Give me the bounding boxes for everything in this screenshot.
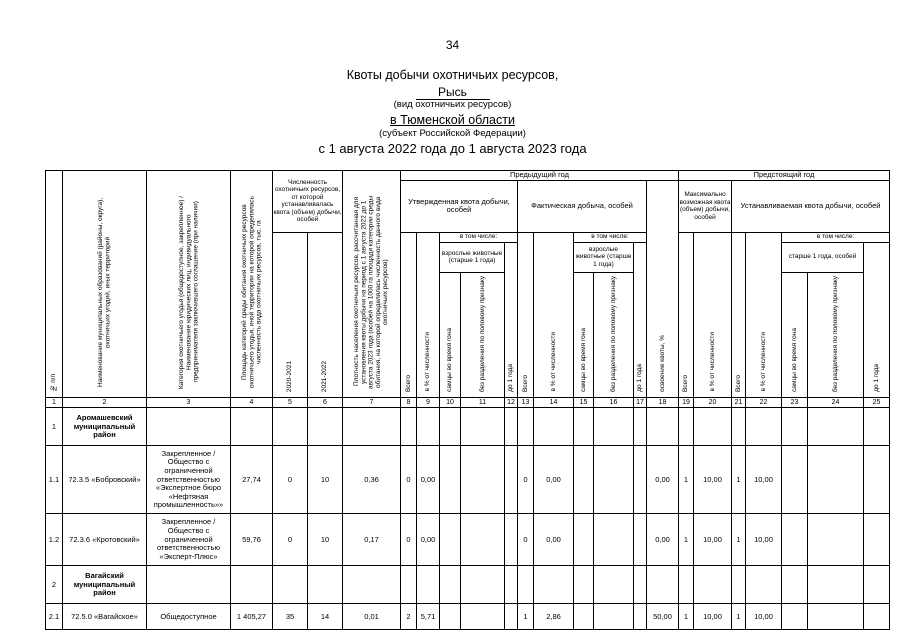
table-cell bbox=[574, 514, 594, 566]
table-cell bbox=[231, 408, 273, 446]
column-number: 16 bbox=[594, 398, 634, 408]
table-cell bbox=[574, 566, 594, 604]
table-cell bbox=[594, 604, 634, 630]
table-cell: 1 bbox=[732, 514, 746, 566]
header-col-category: Категория охотничьего угодья (общедоступное, закрепленное) / Наименование юридических лиц, индивидуального предпринимателя заключившего соглашение (при наличии) bbox=[147, 171, 231, 398]
table-cell bbox=[808, 604, 864, 630]
page-number: 34 bbox=[445, 38, 460, 52]
header-actual-incl: в том числе: bbox=[574, 232, 647, 242]
table-cell bbox=[505, 566, 518, 604]
column-number-row bbox=[46, 398, 890, 408]
table-cell bbox=[694, 566, 732, 604]
table-cell bbox=[732, 566, 746, 604]
table-cell: 10,00 bbox=[746, 514, 782, 566]
table-cell bbox=[634, 604, 647, 630]
table-cell: 0 bbox=[401, 514, 417, 566]
table-cell bbox=[746, 566, 782, 604]
table-cell bbox=[574, 446, 594, 514]
table-cell: 1 bbox=[679, 446, 694, 514]
header-set-males: самцы во время гона bbox=[782, 272, 808, 398]
table-cell bbox=[273, 566, 308, 604]
column-number: 1 bbox=[46, 398, 63, 408]
table-cell: 2.1 bbox=[46, 604, 63, 630]
table-cell: 27,74 bbox=[231, 446, 273, 514]
header-col-name: Наименование муниципальных образований (районы, округа), охотничьих угодий, иных территорий bbox=[63, 171, 147, 398]
table-cell: 72.3.5 «Бобровский» bbox=[63, 446, 147, 514]
table-cell: 1 bbox=[732, 604, 746, 630]
table-cell bbox=[746, 408, 782, 446]
table-cell bbox=[864, 514, 890, 566]
table-cell: 1.1 bbox=[46, 446, 63, 514]
header-approved-nosex: без разделения по половому признаку bbox=[461, 272, 505, 398]
table-cell bbox=[440, 408, 461, 446]
table-cell: 0 bbox=[518, 514, 534, 566]
table-cell bbox=[808, 408, 864, 446]
header-approved-incl: в том числе: bbox=[440, 232, 518, 242]
table-cell: 10,00 bbox=[694, 446, 732, 514]
table-cell: 0,00 bbox=[647, 446, 679, 514]
table-cell: 10,00 bbox=[694, 604, 732, 630]
table-cell: 50,00 bbox=[647, 604, 679, 630]
table-cell bbox=[694, 408, 732, 446]
column-number: 12 bbox=[505, 398, 518, 408]
table-cell bbox=[505, 604, 518, 630]
table-cell bbox=[634, 514, 647, 566]
species-line bbox=[0, 85, 905, 100]
column-number: 13 bbox=[518, 398, 534, 408]
table-cell bbox=[782, 514, 808, 566]
header-col-no: № п/п bbox=[46, 171, 63, 398]
column-number: 19 bbox=[679, 398, 694, 408]
table-cell bbox=[732, 408, 746, 446]
header-count-group: Численность охотничьих ресурсов, от которой устанавливалась квота (объем) добычи, особей bbox=[273, 171, 343, 233]
table-cell: Вагайский муниципальный район bbox=[63, 566, 147, 604]
document-title: Квоты добычи охотничьих ресурсов, bbox=[346, 68, 559, 82]
column-number: 21 bbox=[732, 398, 746, 408]
table-cell bbox=[518, 408, 534, 446]
table-cell: 0,00 bbox=[417, 446, 440, 514]
table-cell bbox=[679, 408, 694, 446]
species-caption: (вид охотничьих ресурсов) bbox=[393, 99, 512, 110]
table-cell: 10 bbox=[308, 446, 343, 514]
table-cell: 0,00 bbox=[417, 514, 440, 566]
table-cell bbox=[440, 566, 461, 604]
table-cell: 1 bbox=[732, 446, 746, 514]
table-cell bbox=[647, 566, 679, 604]
header-set-nosex: без разделения по половому признаку bbox=[808, 272, 864, 398]
column-number: 5 bbox=[273, 398, 308, 408]
table-cell: 2 bbox=[46, 566, 63, 604]
table-cell: 10 bbox=[308, 514, 343, 566]
table-cell: 1 bbox=[679, 514, 694, 566]
table-cell: 1 bbox=[518, 604, 534, 630]
column-number: 2 bbox=[63, 398, 147, 408]
column-number: 25 bbox=[864, 398, 890, 408]
header-prev-year: Предыдущий год bbox=[401, 171, 679, 181]
table-cell bbox=[679, 566, 694, 604]
column-number: 14 bbox=[534, 398, 574, 408]
table-cell bbox=[518, 566, 534, 604]
table-cell bbox=[782, 604, 808, 630]
table-cell: 72.3.6 «Кротовский» bbox=[63, 514, 147, 566]
column-number: 3 bbox=[147, 398, 231, 408]
table-cell bbox=[864, 446, 890, 514]
header-set-older1: старше 1 года, особей bbox=[782, 242, 864, 272]
header-actual-nosex: без разделения по половому признаку bbox=[594, 272, 634, 398]
table-cell: 72.5.0 «Вагайское» bbox=[63, 604, 147, 630]
column-number: 6 bbox=[308, 398, 343, 408]
region-name: в Тюменской области bbox=[390, 113, 515, 127]
column-number: 10 bbox=[440, 398, 461, 408]
header-max-pct: в % от численности bbox=[694, 232, 732, 398]
quota-table bbox=[45, 170, 890, 630]
table-cell bbox=[534, 566, 574, 604]
header-count-y2: 2021-2022 bbox=[308, 232, 343, 398]
table-cell bbox=[461, 604, 505, 630]
period-line: с 1 августа 2022 года до 1 августа 2023 года bbox=[318, 141, 587, 156]
table-cell bbox=[343, 566, 401, 604]
table-cell bbox=[808, 514, 864, 566]
table-cell: Аромашевский муниципальный район bbox=[63, 408, 147, 446]
column-number: 4 bbox=[231, 398, 273, 408]
table-cell: 0 bbox=[273, 446, 308, 514]
table-cell: 35 bbox=[273, 604, 308, 630]
header-approved-adults: взрослые животные (старше 1 года) bbox=[440, 242, 505, 272]
district-row bbox=[46, 408, 890, 446]
table-row bbox=[46, 514, 890, 566]
table-cell bbox=[808, 566, 864, 604]
table-cell: 0 bbox=[273, 514, 308, 566]
header-approved-total: Всего bbox=[401, 232, 417, 398]
table-cell bbox=[594, 408, 634, 446]
header-set-quota: Устанавливаемая квота добычи, особей bbox=[732, 180, 890, 232]
table-row bbox=[46, 446, 890, 514]
header-approved-males: самцы во время гона bbox=[440, 272, 461, 398]
table-cell: 1 bbox=[46, 408, 63, 446]
header-actual-under1: до 1 года bbox=[634, 242, 647, 398]
table-cell bbox=[440, 514, 461, 566]
table-cell: 0,36 bbox=[343, 446, 401, 514]
table-row bbox=[46, 604, 890, 630]
table-cell bbox=[461, 408, 505, 446]
table-cell: 2,86 bbox=[534, 604, 574, 630]
table-cell bbox=[594, 566, 634, 604]
table-cell: 0,00 bbox=[534, 514, 574, 566]
table-cell: 0 bbox=[518, 446, 534, 514]
table-cell bbox=[343, 408, 401, 446]
table-cell: 14 bbox=[308, 604, 343, 630]
table-cell bbox=[634, 446, 647, 514]
header-col-density: Плотность населения охотничьих ресурсов, рассчитанная для установления квоты добычи на период с 1 августа 2022 до 1 августа 2023 года (особей на 1000 га площади категории среды обитания, на которой определялась численность данного вида охотничьих ресурсов) bbox=[343, 171, 401, 398]
column-number: 8 bbox=[401, 398, 417, 408]
table-cell bbox=[864, 408, 890, 446]
table-cell bbox=[401, 408, 417, 446]
table-cell bbox=[147, 566, 231, 604]
table-cell: 0,17 bbox=[343, 514, 401, 566]
header-approved-under1: до 1 года bbox=[505, 242, 518, 398]
table-cell: Закрепленное / Общество с ограниченной ответственностью «Эксперт-Плюс» bbox=[147, 514, 231, 566]
header-actual-harvest: Фактическая добыча, особей bbox=[518, 180, 647, 232]
table-cell: 59,76 bbox=[231, 514, 273, 566]
table-cell: 0,00 bbox=[534, 446, 574, 514]
column-number: 22 bbox=[746, 398, 782, 408]
species-name: Рысь bbox=[416, 85, 490, 100]
column-number: 11 bbox=[461, 398, 505, 408]
table-cell bbox=[461, 566, 505, 604]
table-cell: 0 bbox=[401, 446, 417, 514]
district-row bbox=[46, 566, 890, 604]
header-set-pct: в % от численности bbox=[746, 232, 782, 398]
table-cell bbox=[782, 408, 808, 446]
column-number: 23 bbox=[782, 398, 808, 408]
column-number: 15 bbox=[574, 398, 594, 408]
header-actual-males: самцы во время гона bbox=[574, 272, 594, 398]
table-cell: 2 bbox=[401, 604, 417, 630]
header-set-incl: в том числе: bbox=[782, 232, 890, 242]
table-cell bbox=[594, 446, 634, 514]
region-caption: (субъект Российской Федерации) bbox=[379, 128, 526, 139]
table-cell bbox=[864, 566, 890, 604]
table-cell bbox=[401, 566, 417, 604]
table-cell bbox=[647, 408, 679, 446]
column-number: 20 bbox=[694, 398, 732, 408]
header-count-y1: 2020-2021 bbox=[273, 232, 308, 398]
table-cell: Общедоступное bbox=[147, 604, 231, 630]
header-max-possible: Максимально возможная квота (объем) добычи, особей bbox=[679, 180, 732, 232]
header-approved-pct: в % от численности bbox=[417, 232, 440, 398]
header-set-total: Всего bbox=[732, 232, 746, 398]
table-cell bbox=[440, 446, 461, 514]
table-cell bbox=[864, 604, 890, 630]
table-cell bbox=[574, 408, 594, 446]
header-col-area: Площадь категорий среды обитания охотничьих ресурсов охотничьего угодья, иной территории на которой определялась численность вида охотничьих ресурсов, тыс. га bbox=[231, 171, 273, 398]
table-cell: 1 bbox=[679, 604, 694, 630]
table-cell bbox=[594, 514, 634, 566]
table-cell: 0,01 bbox=[343, 604, 401, 630]
table-cell bbox=[505, 446, 518, 514]
table-cell bbox=[782, 446, 808, 514]
table-cell: 1.2 bbox=[46, 514, 63, 566]
header-quota-use: освоение квоты, % bbox=[647, 180, 679, 398]
table-cell bbox=[461, 514, 505, 566]
table-cell: Закрепленное / Общество с ограниченной ответственностью «Экспертное бюро «Нефтяная промышленность»» bbox=[147, 446, 231, 514]
table-cell: 10,00 bbox=[694, 514, 732, 566]
table-cell: 10,00 bbox=[746, 604, 782, 630]
table-cell bbox=[782, 566, 808, 604]
table-cell bbox=[147, 408, 231, 446]
column-number: 9 bbox=[417, 398, 440, 408]
table-cell bbox=[574, 604, 594, 630]
table-cell bbox=[505, 408, 518, 446]
table-cell: 1 405,27 bbox=[231, 604, 273, 630]
header-approved-quota: Утвержденная квота добычи, особей bbox=[401, 180, 518, 232]
header-actual-total: Всего bbox=[518, 232, 534, 398]
header-max-total: Всего bbox=[679, 232, 694, 398]
header-actual-adults: взрослые животные (старше 1 года) bbox=[574, 242, 634, 272]
table-cell: 0,00 bbox=[647, 514, 679, 566]
table-cell bbox=[417, 566, 440, 604]
header-set-under1: до 1 года bbox=[864, 242, 890, 398]
table-cell bbox=[634, 566, 647, 604]
table-cell bbox=[534, 408, 574, 446]
table-cell bbox=[505, 514, 518, 566]
table-cell bbox=[634, 408, 647, 446]
table-cell bbox=[273, 408, 308, 446]
table-cell: 10,00 bbox=[746, 446, 782, 514]
header-next-year: Предстоящий год bbox=[679, 171, 890, 181]
table-cell: 5,71 bbox=[417, 604, 440, 630]
table-cell bbox=[461, 446, 505, 514]
column-number: 17 bbox=[634, 398, 647, 408]
column-number: 18 bbox=[647, 398, 679, 408]
table-cell bbox=[231, 566, 273, 604]
header-actual-pct: в % от численности bbox=[534, 232, 574, 398]
table-cell bbox=[308, 566, 343, 604]
column-number: 24 bbox=[808, 398, 864, 408]
column-number: 7 bbox=[343, 398, 401, 408]
table-cell bbox=[417, 408, 440, 446]
table-cell bbox=[808, 446, 864, 514]
table-cell bbox=[440, 604, 461, 630]
table-cell bbox=[308, 408, 343, 446]
